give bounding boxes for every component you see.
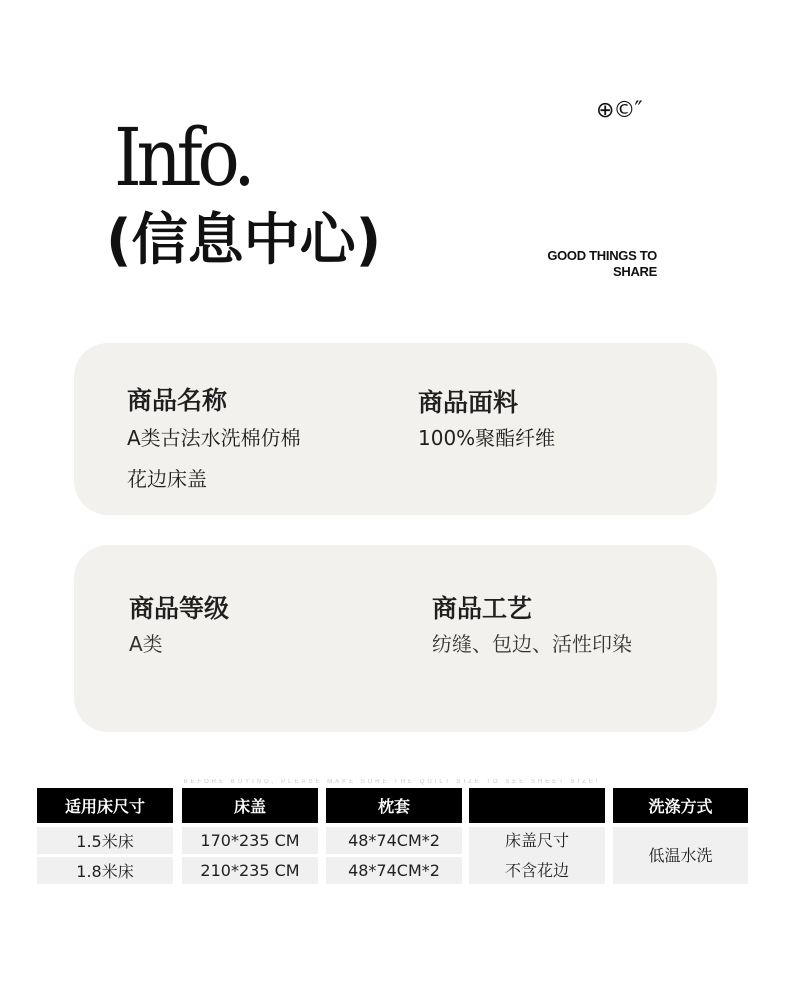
pillowcase-size-cell: 48*74CM*2 [326,827,462,854]
size-notice: BEFORE BUYING, PLEASE MAKE SURE THE QUILT SIZE TO SEE SHEET SIZE! [183,779,601,785]
grade-field [129,594,229,665]
bedspread-header: 床盖 [182,788,318,823]
tagline-line-2: SHARE [612,264,657,279]
size-note-line-2: 不含花边 [504,860,569,880]
wash-header: 洗涤方式 [613,788,748,823]
info-card-grade-craft [74,545,717,732]
brand-icons: ⊕©″ [596,98,642,123]
bed-size-cell: 1.8米床 [37,857,173,884]
size-note-line-1: 床盖尺寸 [504,830,569,850]
tagline [547,248,657,280]
note-header [469,788,605,823]
craft-label: 商品工艺 [432,594,533,623]
note-column [469,788,605,884]
product-name-value [127,418,301,500]
pillowcase-column [326,788,462,884]
wash-method-value: 低温水洗 [648,845,713,865]
page-title-en: Info. [114,111,251,204]
wash-method-cell [613,827,748,884]
fabric-label: 商品面料 [418,388,519,417]
craft-value: 纺缝、包边、活性印染 [432,632,632,656]
product-name-field [127,386,301,500]
wash-column [613,788,748,884]
bed-size-header: 适用床尺寸 [37,788,173,823]
fabric-value: 100%聚酯纤维 [418,426,556,450]
grade-label: 商品等级 [129,594,230,623]
size-note-cell [469,827,605,884]
bed-size-column [37,788,173,884]
page-title-cn: (信息中心) [106,208,382,273]
product-name-label: 商品名称 [127,386,228,415]
grade-value: A类 [129,632,163,656]
product-name-line-2: 花边床盖 [127,467,207,491]
product-name-line-1: A类古法水洗棉仿棉 [127,426,301,450]
bed-size-cell: 1.5米床 [37,827,173,854]
tagline-line-1: GOOD THINGS TO [547,248,657,263]
fabric-field [418,388,555,459]
pillowcase-size-cell: 48*74CM*2 [326,857,462,884]
craft-field [432,594,632,665]
bedspread-size-cell: 170*235 CM [182,827,318,854]
bedspread-size-cell: 210*235 CM [182,857,318,884]
bedspread-column [182,788,318,884]
info-card-name-fabric [74,343,717,515]
pillowcase-header: 枕套 [326,788,462,823]
